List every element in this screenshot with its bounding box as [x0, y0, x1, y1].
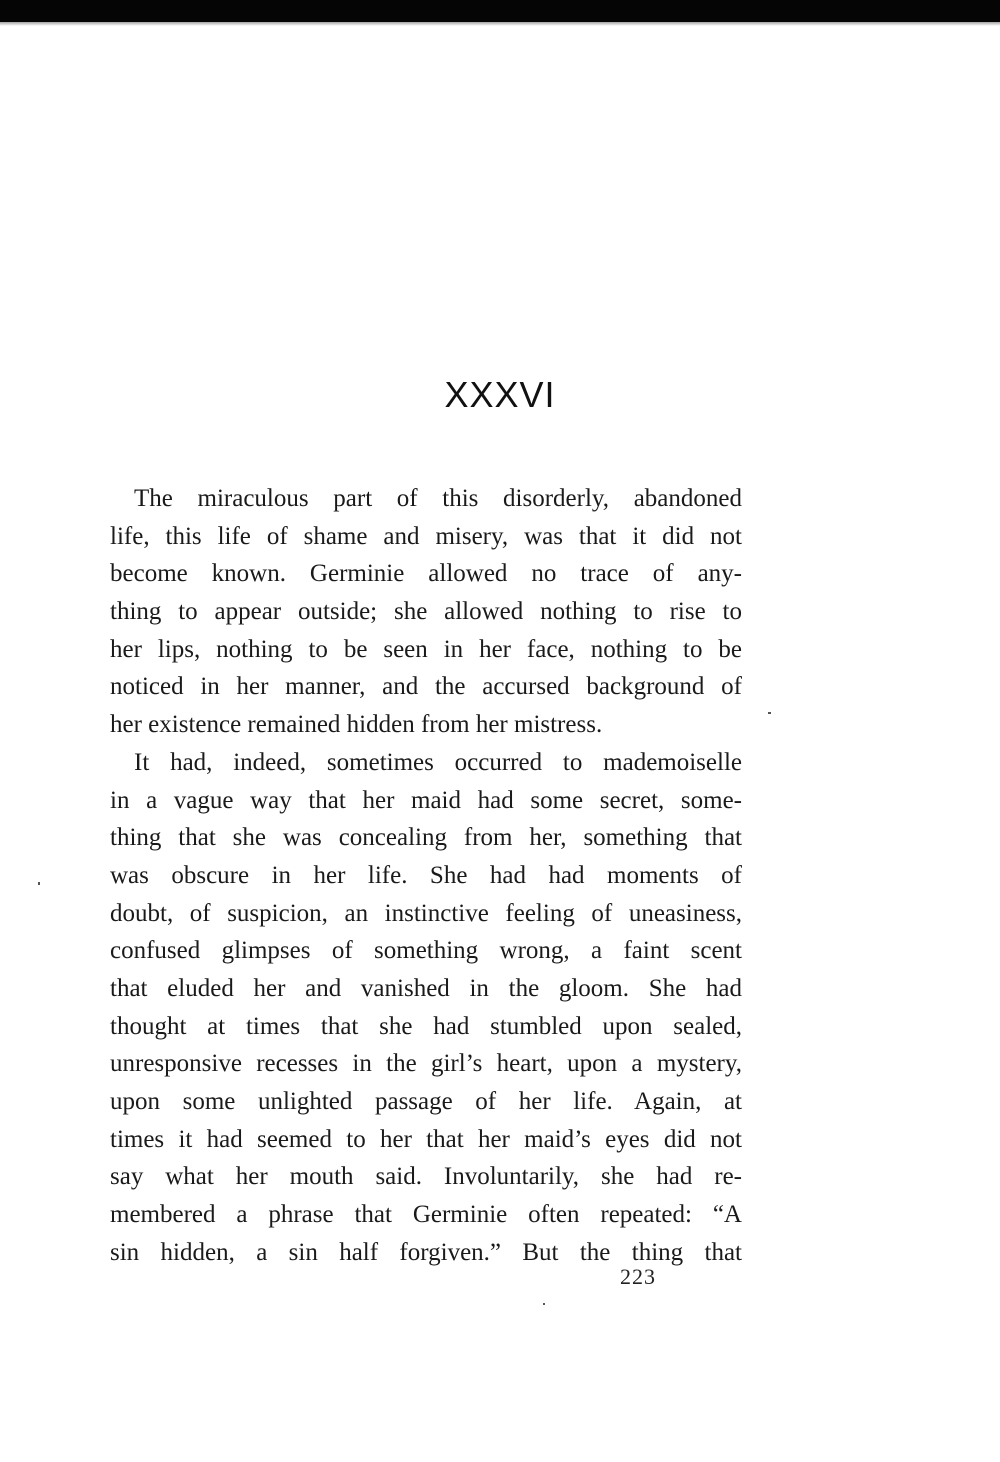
scan-edge-shadow — [0, 20, 1000, 26]
text-line: thought at times that she had stumbled upon sealed, — [110, 1012, 742, 1040]
text-line: The miraculous part of this disorderly, abandoned — [134, 485, 742, 512]
text-line: life, this life of shame and misery, was that it did not — [110, 522, 742, 550]
text-line: doubt, of suspicion, an instinctive feeling of uneasiness, — [110, 899, 742, 927]
text-line: in a vague way that her maid had some secret, some- — [110, 786, 742, 814]
text-line: membered a phrase that Germinie often repeated: “A — [110, 1201, 742, 1229]
scan-speck — [768, 712, 771, 714]
text-line: times it had seemed to her that her maid’s eyes did not — [110, 1125, 742, 1153]
text-line: thing that she was concealing from her, something that — [110, 824, 742, 852]
text-line: her lips, nothing to be seen in her face, nothing to be — [110, 635, 742, 663]
paragraph-2 — [110, 744, 742, 1272]
text-line: sin hidden, a sin half forgiven.” But the thing that — [110, 1238, 742, 1266]
body-text — [110, 480, 742, 1271]
text-line: noticed in her manner, and the accursed background of — [110, 673, 742, 701]
scan-speck — [543, 1303, 545, 1305]
text-line: say what her mouth said. Involuntarily, she had re- — [110, 1163, 742, 1191]
scan-speck — [38, 882, 40, 885]
text-line: her existence remained hidden from her mistress. — [110, 711, 603, 739]
text-line: It had, indeed, sometimes occurred to mademoiselle — [134, 748, 742, 776]
text-line: become known. Germinie allowed no trace of any- — [110, 560, 742, 588]
text-line: upon some unlighted passage of her life. Again, at — [110, 1088, 742, 1115]
scan-edge-bar — [0, 0, 1000, 22]
text-line: that eluded her and vanished in the gloom. She had — [110, 974, 742, 1002]
text-line: thing to appear outside; she allowed nothing to rise to — [110, 598, 742, 626]
text-line: unresponsive recesses in the girl’s heart, upon a mystery, — [110, 1050, 742, 1078]
chapter-heading: XXXVI — [444, 374, 556, 415]
page-number: 223 — [620, 1264, 656, 1289]
text-line: confused glimpses of something wrong, a faint scent — [110, 937, 742, 965]
paragraph-1 — [110, 480, 742, 744]
text-line: was obscure in her life. She had had moments of — [110, 861, 742, 889]
